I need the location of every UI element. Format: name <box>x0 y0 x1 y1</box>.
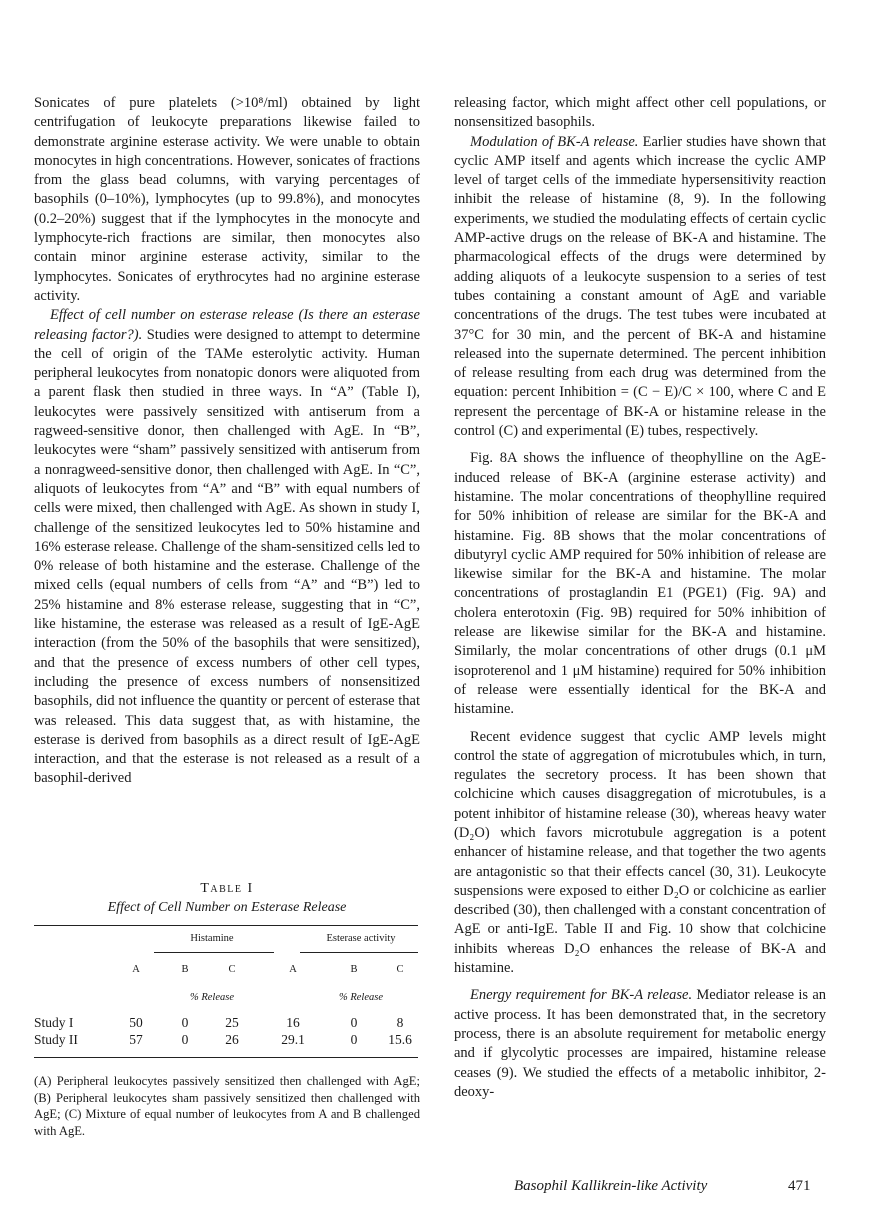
col-header-hist-c: C <box>228 964 236 975</box>
table-cell: 0 <box>181 1032 189 1047</box>
esterase-unit-label: % Release <box>338 992 384 1003</box>
table-cell: 26 <box>225 1032 239 1047</box>
table-cell: 29.1 <box>281 1032 305 1047</box>
esterase-group-rule <box>300 952 418 953</box>
right-paragraph-5: Mediator release is an active process. It has been demonstrated that, in the secretory process, there is an absolute requirement for metabolic energy and if glycolytic processes are impaired, histamine release ceases (9). We studied the effects of a metabolic inhibitor, 2-deoxy- <box>454 987 827 1100</box>
right-paragraph-2: Earlier studies have shown that cyclic AMP itself and agents which increase the cyclic AMP level of target cells of the immediate hypersensitivity reaction inhibit the release of histamine (8, 9). In the following experiments, we studied the modulating effects of certain cyclic AMP-active drugs on the release of BK-A and histamine. The pharmacological effects of the drugs were determined by adding aliquots of a leukocyte suspension to a series of test tubes containing a constant amount of AgE and variable concentrations of the drugs. The test tubes were incubated at 37°C for 30 min, and the percent of BK-A and histamine released into the supernate determined. The percent inhibition of release resulting from each drug was determined from the equation: percent Inhibition = (C − E)/C × 100, where C and E represent the percentage of BK-A or histamine release in the control (C) and experimental (E) tubes, respectively. <box>454 133 827 440</box>
right-paragraph-1: releasing factor, which might affect other cell populations, or nonsensitized basophils. <box>454 95 826 131</box>
right-column <box>454 94 826 1102</box>
col-header-est-b: B <box>350 964 358 975</box>
histamine-group-header: Histamine <box>190 933 234 944</box>
table-label: Table I <box>200 881 254 896</box>
table-row-label: Study I <box>34 1015 74 1030</box>
table-cell: 16 <box>286 1015 300 1030</box>
table-footnote: (A) Peripheral leukocytes passively sensitized then challenged with AgE; (B) Peripheral leukocytes sham passively sensitized then challenged with AgE; (C) Mixture of equal number of leukocytes from A and B challenged with AgE. <box>34 1074 420 1138</box>
right-paragraph-4: Recent evidence suggest that cyclic AMP levels might control the state of aggregation of microtubules which, in turn, regulates the secretory process. It has been shown that colchicine which causes disaggregation of microtubules, is a potent inhibitor of histamine release (30), whereas heavy water (D₂O) which favors microtubule aggregation is a potent enhancer of histamine release, and that together the two agents are antagonistic so that their effects cancel (30, 31). Leukocyte suspensions were exposed to either D₂O or colchicine as earlier described (30), then challenged with a constant concentration of AgE or anti-IgE. Table II and Fig. 10 show that colchicine inhibits whereas D₂O enhances the release of BK-A and histamine. <box>454 728 826 977</box>
histamine-group-rule <box>154 952 274 953</box>
page-number: 471 <box>788 1178 811 1194</box>
section-heading-energy: Energy requirement for BK-A release. <box>470 987 693 1004</box>
esterase-group-header: Esterase activity <box>326 933 396 944</box>
table-body <box>34 917 420 1097</box>
table-cell: 25 <box>225 1015 239 1030</box>
table-cell: 0 <box>350 1032 358 1047</box>
left-paragraph-2: Studies were designed to attempt to determine the cell of origin of the TAMe esterolytic activity. Human peripheral leukocytes from nonatopic donors were aliquoted from a parent flask then studied in three ways. In “A” (Table I), leukocytes were passively sensitized with antiserum from a ragweed-sensitive donor, then challenged with AgE. In “B”, leukocytes were “sham” passively sensitized with antiserum from a nonragweed-sensitive donor, then challenged with AgE. In “C”, aliquots of leukocytes from “A” and “B” with equal numbers of cells were mixed, then challenged with AgE. As shown in study I, challenge of the sensitized leukocytes led to 50% histamine and 16% esterase release. Challenge of the sham-sensitized cells led to 0% release of both histamine and the esterase. Challenge of the mixed cells (equal numbers of cells from “A” and “B”) led to 25% histamine and 8% esterase release, suggesting that in “C”, like histamine, the esterase was released as a result of IgE-AgE interaction (from the 50% of the basophils that were sensitized), and that the presence of excess numbers of other cell types, including the presence of excess numbers of nonsensitized basophils, did not influence the quantity or percent of esterase that was released. This data suggest that, as with histamine, the esterase is derived from basophils as a direct result of IgE-AgE interaction, and that the esterase is not released as a result of a basophil-derived <box>34 326 421 787</box>
col-header-est-a: A <box>289 964 297 975</box>
table-cell: 0 <box>181 1015 189 1030</box>
table-cell: 0 <box>350 1015 358 1030</box>
table-cell: 57 <box>129 1032 143 1047</box>
table-title: Effect of Cell Number on Esterase Release <box>107 900 347 915</box>
section-heading-cell-number: Effect of cell number on esterase release (Is there an esterase releasing factor?). <box>34 307 420 343</box>
col-header-hist-a: A <box>132 964 140 975</box>
section-heading-modulation: Modulation of BK-A release. <box>470 133 639 150</box>
left-column <box>34 94 420 789</box>
right-paragraph-3: Fig. 8A shows the influence of theophylline on the AgE-induced release of BK-A (arginine esterase activity) and histamine. The molar concentrations of theophylline required for 50% inhibition of release are similar for the BK-A and histamine. Fig. 8B shows that the molar concentrations of dibutyryl cyclic AMP required for 50% inhibition of release are likewise similar for the BK-A and histamine. The molar concentrations of prostaglandin E1 (PGE1) (Fig. 9A) and cholera enterotoxin (Fig. 9B) required for 50% inhibition of release are likewise similar for the BK-A and histamine. Similarly, the molar concentrations of other drugs (0.1 μM isoproterenol and 1 μM histamine) required for 50% inhibition of release were essentially identical for the BK-A and histamine. <box>454 450 826 718</box>
table-1 <box>34 880 420 1097</box>
left-paragraph-1: Sonicates of pure platelets (>10⁸/ml) obtained by light centrifugation of leukocyte preparations likewise failed to demonstrate arginine esterase activity. We were unable to obtain monocytes in high concentrations. However, sonicates of fractions from the glass bead columns, with varying percentages of basophils (0–10%), lymphocytes (up to 99.8%), and monocytes (0.2–20%) suggest that if the lymphocytes in the monocyte and lymphocyte-rich fractions are similar, then monocytes also contain minor arginine esterase activity, similar to the lymphocytes. Sonicates of erythrocytes had no arginine esterase activity. <box>34 95 420 304</box>
table-cell: 50 <box>129 1015 143 1030</box>
table-cell: 8 <box>396 1015 404 1030</box>
table-row-label: Study II <box>34 1032 78 1047</box>
table-top-rule <box>34 925 418 926</box>
table-cell: 15.6 <box>388 1032 412 1047</box>
table-bottom-rule <box>34 1057 418 1058</box>
col-header-hist-b: B <box>181 964 189 975</box>
histamine-unit-label: % Release <box>189 992 235 1003</box>
running-title: Basophil Kallikrein-like Activity <box>514 1178 708 1194</box>
col-header-est-c: C <box>396 964 404 975</box>
